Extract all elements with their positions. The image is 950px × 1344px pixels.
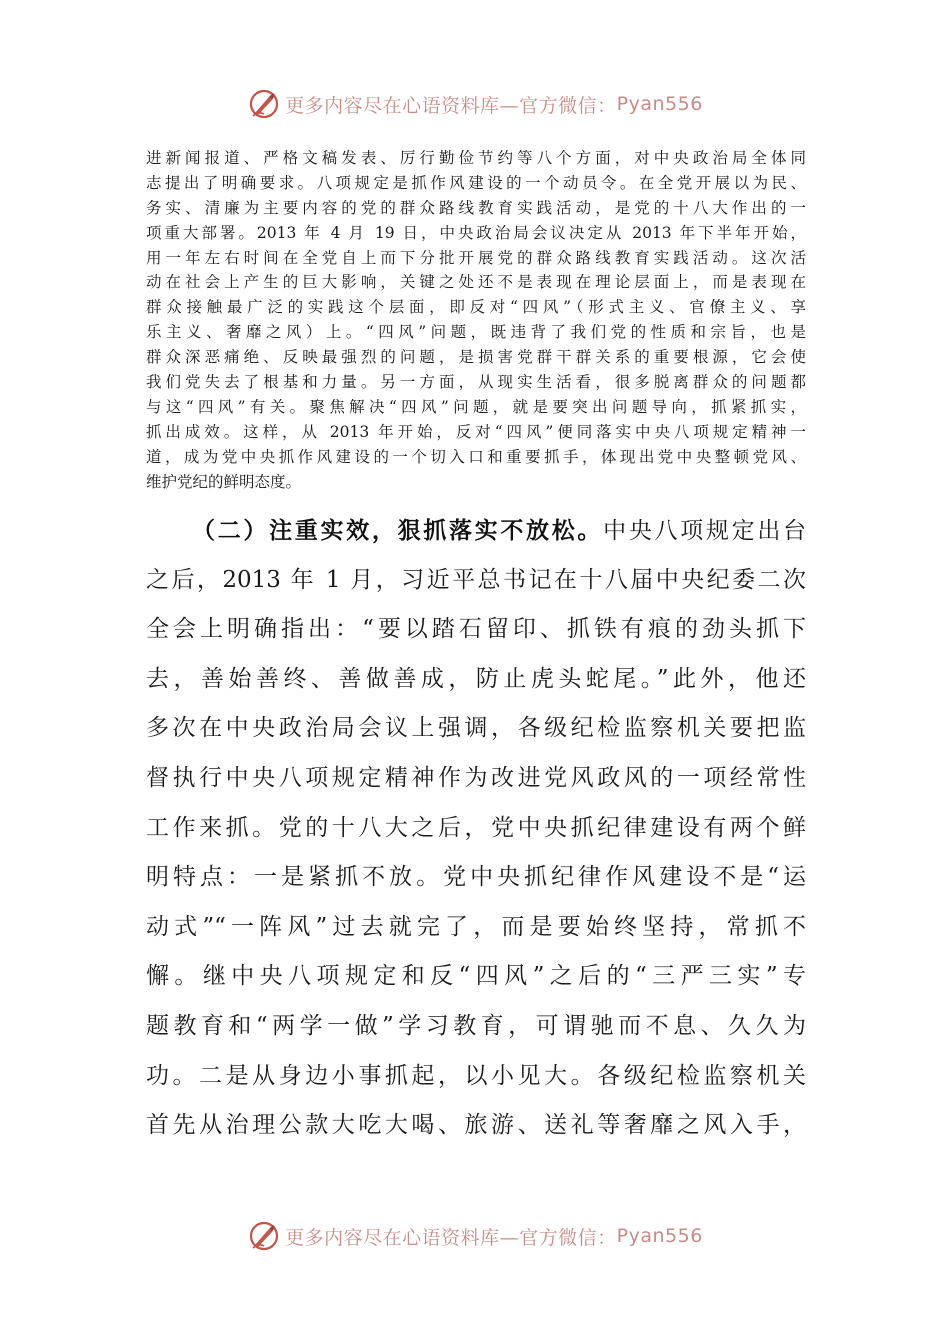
text-line: 维护党纪的鲜明态度。	[146, 472, 302, 491]
text-line: 乐主义、奢靡之风）上。“四风”问题，既违背了我们党的性质和宗旨，也是	[146, 323, 806, 342]
text-line: 动在社会上产生的巨大影响，关键之处还不是表现在理论层面上，而是表现在	[146, 273, 806, 292]
text-line: 抓出成效。这样，从 2013 年开始，反对“四风”便同落实中央八项规定精神一	[146, 422, 806, 441]
text-line: 我们党失去了根基和力量。另一方面，从现实生活看，很多脱离群众的问题都	[146, 373, 806, 392]
text-line: 动式”“一阵风”过去就完了，而是要始终坚持，常抓不	[146, 913, 806, 940]
text-line: 全会上明确指出：“要以踏石留印、抓铁有痕的劲头抓下	[146, 616, 806, 643]
text-line: 去，善始善终、善做善成，防止虎头蛇尾。”此外，他还	[146, 665, 806, 692]
paragraph-continuation	[146, 146, 806, 494]
text-line: 首先从治理公款大吃大喝、旅游、送礼等奢靡之风入手，	[146, 1112, 806, 1139]
section-heading: （二）注重实效，狠抓落实不放松。	[192, 517, 604, 544]
watermark-id: Pyan556	[616, 1225, 703, 1247]
text-line: 项重大部署。2013 年 4 月 19 日，中央政治局会议决定从 2013 年下半年开始，	[146, 223, 806, 242]
text-line: 明特点：一是紧抓不放。党中央抓纪律作风建设不是“运	[146, 864, 806, 891]
text-line: 懈。继中央八项规定和反“四风”之后的“三严三实”专	[146, 963, 806, 990]
text-line: 进新闻报道、严格文稿发表、厉行勤俭节约等八个方面，对中央政治局全体同	[146, 149, 806, 167]
watermark-footer	[0, 1216, 950, 1256]
text-line: 道，成为党中央抓作风建设的一个切入口和重要抓手，体现出党中央整顿党风、	[146, 447, 806, 466]
text-line: 题教育和“两学一做”学习教育，可谓驰而不息、久久为	[146, 1012, 806, 1039]
text-line: 群众深恶痛绝、反映最强烈的问题，是损害党群干群关系的重要根源，它会使	[146, 348, 806, 367]
pen-logo-icon	[247, 1219, 281, 1253]
text-line: 功。二是从身边小事抓起，以小见大。各级纪检监察机关	[146, 1062, 806, 1089]
text-line: 多次在中央政治局会议上强调，各级纪检监察机关要把监	[146, 715, 806, 742]
text-line: 工作来抓。党的十八大之后，党中央抓纪律建设有两个鲜	[146, 814, 806, 841]
text-line: 与这“四风”有关。聚焦解决“四风”问题，就是要突出问题导向，抓紧抓实，	[146, 397, 806, 416]
text-line: 督执行中央八项规定精神作为改进党风政风的一项经常性	[146, 764, 806, 791]
text-line-first	[146, 506, 806, 556]
watermark-id: Pyan556	[616, 93, 703, 115]
text-line: 用一年左右时间在全党自上而下分批开展党的群众路线教育实践活动。这次活	[146, 248, 806, 267]
text-line-rest: 中央八项规定出台	[603, 518, 807, 544]
text-line: 务实、清廉为主要内容的党的群众路线教育实践活动，是党的十八大作出的一	[146, 198, 806, 217]
watermark-text: 更多内容尽在心语资料库—官方微信：	[285, 94, 617, 117]
pen-logo-icon	[247, 87, 281, 121]
watermark-header	[0, 84, 950, 124]
text-line: 群众接触最广泛的实践这个层面，即反对“四风”（形式主义、官僚主义、享	[146, 298, 806, 317]
text-line: 志提出了明确要求。八项规定是抓作风建设的一个动员令。在全党开展以为民、	[146, 173, 806, 192]
paragraph-section-two	[146, 506, 806, 1151]
text-line: 之后，2013 年 1 月，习近平总书记在十八届中央纪委二次	[146, 566, 806, 593]
watermark-text: 更多内容尽在心语资料库—官方微信：	[285, 1226, 617, 1249]
